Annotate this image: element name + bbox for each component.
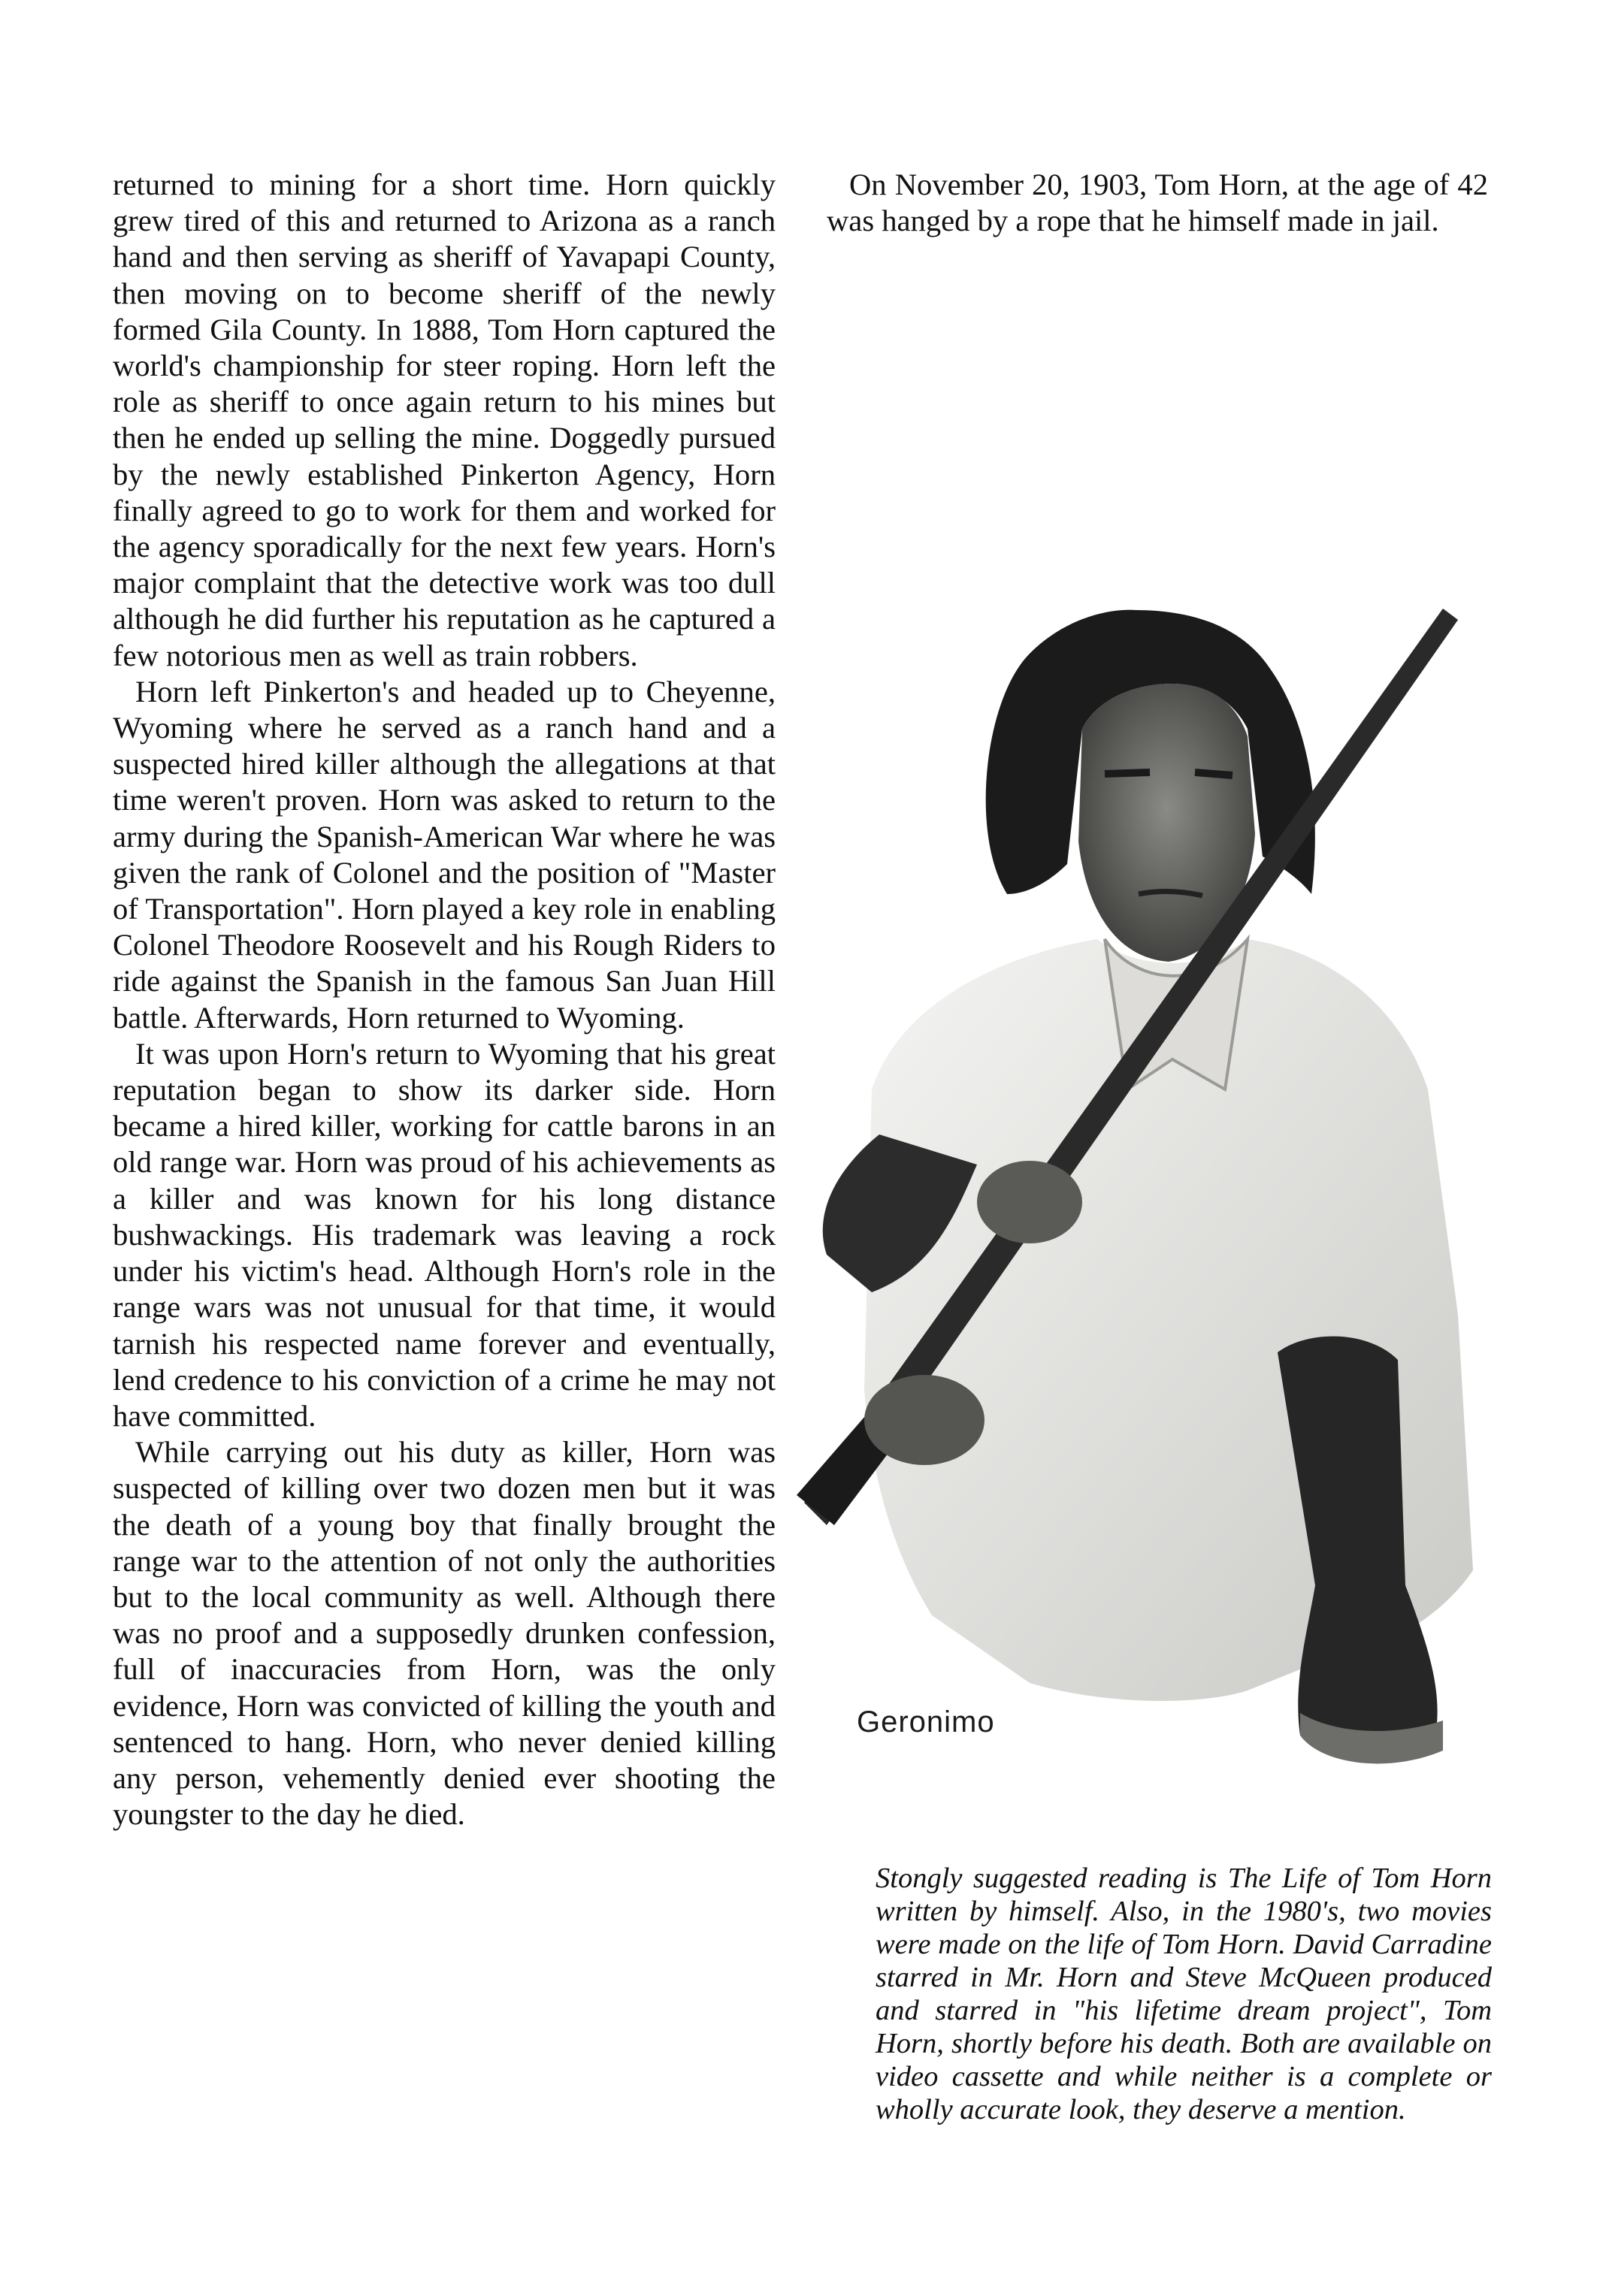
reading-note-text: Stongly suggested reading is The Life of Tom Horn written by himself. Also, in the 1980's, two movies were made on the life of Tom Horn. David Carradine starred in Mr. Horn and Steve McQueen produced and starred in "his lifetime dream project", Tom Horn, shortly before his death. Both are available on video cassette and while neither is a complete or wholly accurate look, they deserve a mention. — [876, 1862, 1492, 2125]
hanging-paragraph: On November 20, 1903, Tom Horn, at the age of 42 was hanged by a rope that he himself made in jail. — [827, 168, 1488, 238]
geronimo-photo — [782, 413, 1503, 1788]
reading-note — [876, 1862, 1492, 2126]
portrait-photo-icon — [782, 413, 1503, 1788]
article-left-column — [113, 167, 776, 1832]
photo-caption: Geronimo — [857, 1705, 995, 1739]
article-paragraph: It was upon Horn's return to Wyoming that his great reputation began to show its darker side. Horn became a hired killer, working for cattle barons in an old range war. Horn was proud of his achievements as a killer and was known for his long distance bushwackings. His trademark was leaving a rock under his victim's head. Although Horn's role in the range wars was not unusual for that time, it would tarnish his respected name forever and eventually, lend credence to his conviction of a crime he may not have committed. — [113, 1036, 776, 1433]
article-paragraph: While carrying out his duty as killer, Horn was suspected of killing over two dozen men but it was the death of a young boy that finally brought the range war to the attention of not only the authorities but to the local community as well. Although there was no proof and a supposedly drunken confession, full of inaccuracies from Horn, was the only evidence, Horn was convicted of killing the youth and sentenced to hang. Horn, who never denied killing any person, vehemently denied ever shooting the youngster to the day he died. — [113, 1435, 776, 1832]
article-paragraph: Horn left Pinkerton's and headed up to Cheyenne, Wyoming where he served as a ranch hand and a suspected hired killer although the allegations at that time weren't proven. Horn was asked to return to the army during the Spanish-American War where he was given the rank of Colonel and the position of "Master of Transportation". Horn played a key role in enabling Colonel Theodore Roosevelt and his Rough Riders to ride against the Spanish in the famous San Juan Hill battle. Afterwards, Horn returned to Wyoming. — [113, 674, 776, 1035]
article-right-column — [827, 167, 1488, 239]
article-paragraph: returned to mining for a short time. Horn quickly grew tired of this and returned to Arizona as a ranch hand and then serving as sheriff of Yavapapi County, then moving on to become sheriff of the newly formed Gila County. In 1888, Tom Horn captured the world's championship for steer roping. Horn left the role as sheriff to once again return to his mines but then he ended up selling the mine. Doggedly pursued by the newly established Pinkerton Agency, Horn finally agreed to go to work for them and worked for the agency sporadically for the next few years. Horn's major complaint that the detective work was too dull although he did further his reputation as he captured a few notorious men as well as train robbers. — [113, 168, 776, 672]
